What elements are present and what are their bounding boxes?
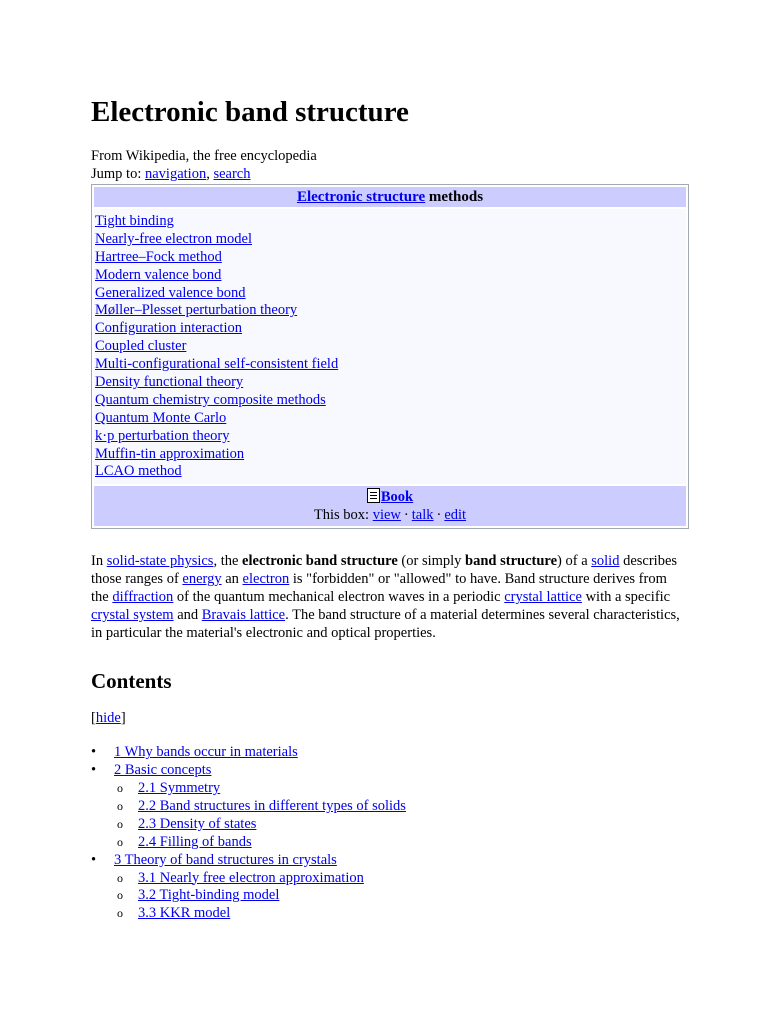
navbox-item — [95, 374, 686, 392]
book-link[interactable]: Book — [380, 489, 414, 506]
toc-item — [91, 798, 768, 816]
this-box-label: This box: — [313, 507, 373, 524]
navbox-item-link[interactable]: k·p perturbation theory — [95, 427, 230, 444]
navbox-item-link[interactable]: Hartree–Fock method — [95, 248, 222, 265]
intro-text: an — [221, 571, 243, 588]
intro-text: is "forbidden" or "allowed" to have. Band structure derives from the — [91, 571, 667, 606]
book-row — [94, 488, 686, 506]
toc-list — [91, 744, 768, 923]
toc-item — [91, 744, 768, 762]
toc-item — [91, 870, 768, 888]
site-subtitle: From Wikipedia, the free encyclopedia — [91, 148, 317, 164]
page-title: Electronic band structure — [91, 96, 409, 128]
navbox-item-link[interactable]: Configuration interaction — [95, 320, 242, 337]
navbox-item — [95, 249, 686, 267]
toc-item — [91, 905, 768, 923]
navbox-item — [95, 410, 686, 428]
bracket: ] — [120, 710, 126, 727]
navbox-title-link[interactable]: Electronic structure — [296, 189, 426, 205]
toc-item — [91, 762, 768, 780]
view-link[interactable]: view — [372, 507, 401, 524]
toc-link[interactable]: 1 Why bands occur in materials — [114, 744, 298, 761]
navbox-item — [95, 356, 686, 374]
link-bravais-lattice[interactable]: Bravais lattice — [201, 607, 286, 624]
navbox-footer — [94, 486, 686, 526]
link-diffraction[interactable]: diffraction — [112, 589, 174, 606]
link-crystal-lattice[interactable]: crystal lattice — [504, 589, 582, 606]
link-electron[interactable]: electron — [242, 571, 290, 588]
toc-link[interactable]: 2.1 Symmetry — [138, 780, 221, 797]
navbox-item — [95, 231, 686, 249]
toc-item — [91, 852, 768, 870]
navbox-item — [95, 213, 686, 231]
navbox-item-link[interactable]: Nearly-free electron model — [95, 230, 252, 247]
bold-term: electronic band structure — [242, 553, 398, 570]
jump-navigation-link[interactable]: navigation — [144, 166, 207, 182]
separator-dot: · — [403, 507, 409, 524]
intro-text: describes those ranges of — [91, 553, 678, 588]
link-solid-state-physics[interactable]: solid-state physics — [106, 553, 214, 570]
jump-prefix: Jump to: — [91, 166, 145, 182]
intro-text: , the — [213, 553, 243, 570]
intro-text: . The band structure of a material determines several characteristics, in particular the material's electronic and optical properties. — [91, 607, 680, 642]
navbox-title — [94, 187, 686, 207]
toc-link[interactable]: 2 Basic concepts — [114, 762, 212, 779]
navbox-item-link[interactable]: Coupled cluster — [95, 338, 187, 355]
navbox-item-link[interactable]: Muffin-tin approximation — [95, 445, 245, 462]
navbox-item — [95, 392, 686, 410]
navbox-item-link[interactable]: Møller–Plesset perturbation theory — [95, 302, 298, 319]
toc-link[interactable]: 3.2 Tight-binding model — [138, 887, 280, 904]
navbox-item-link[interactable]: Quantum Monte Carlo — [95, 409, 227, 426]
hide-toc-link[interactable]: hide — [95, 710, 121, 727]
book-icon[interactable] — [367, 488, 380, 503]
methods-navbox — [91, 184, 689, 529]
intro-text: of the quantum mechanical electron waves in a periodic — [173, 589, 505, 606]
bold-term: band structure — [465, 553, 558, 570]
toc-item — [91, 887, 768, 905]
box-controls — [94, 506, 686, 524]
navbox-item-link[interactable]: Tight binding — [95, 213, 174, 229]
toc-link[interactable]: 3.1 Nearly free electron approximation — [138, 869, 364, 886]
intro-text: and — [173, 607, 202, 624]
toc-item — [91, 816, 768, 834]
navbox-item — [95, 463, 686, 481]
intro-text: (or simply — [397, 553, 466, 570]
contents-heading: Contents — [91, 669, 172, 694]
intro-text: ) of a — [557, 553, 592, 570]
toc-link[interactable]: 3 Theory of band structures in crystals — [114, 851, 337, 868]
navbox-item-link[interactable]: Density functional theory — [95, 374, 244, 391]
navbox-item-link[interactable]: LCAO method — [95, 463, 182, 480]
toc-link[interactable]: 3.3 KKR model — [138, 905, 231, 922]
navbox-item — [95, 338, 686, 356]
jump-comma: , — [206, 166, 214, 182]
intro-text: with a specific — [581, 589, 671, 606]
navbox-list — [94, 209, 686, 484]
toc-link[interactable]: 2.4 Filling of bands — [138, 833, 252, 850]
navbox-item — [95, 267, 686, 285]
intro-paragraph — [91, 552, 681, 642]
jump-links — [91, 165, 768, 183]
intro-text: In — [91, 553, 107, 570]
navbox-item-link[interactable]: Generalized valence bond — [95, 284, 246, 301]
toc-item — [91, 780, 768, 798]
edit-link[interactable]: edit — [444, 507, 467, 524]
talk-link[interactable]: talk — [411, 507, 434, 524]
navbox-item-link[interactable]: Quantum chemistry composite methods — [95, 391, 326, 408]
navbox-item — [95, 302, 686, 320]
toc-link[interactable]: 2.3 Density of states — [138, 815, 257, 832]
navbox-item-link[interactable]: Multi-configurational self-consistent field — [95, 356, 339, 373]
link-solid[interactable]: solid — [591, 553, 620, 570]
separator-dot: · — [436, 507, 442, 524]
toc-link[interactable]: 2.2 Band structures in different types of solids — [138, 798, 406, 815]
toc-item — [91, 834, 768, 852]
bracket: [ — [91, 710, 96, 727]
navbox-item-link[interactable]: Modern valence bond — [95, 266, 222, 283]
toc-toggle — [91, 709, 768, 727]
navbox-item — [95, 285, 686, 303]
jump-search-link[interactable]: search — [213, 166, 251, 182]
navbox-item — [95, 428, 686, 446]
link-crystal-system[interactable]: crystal system — [91, 607, 174, 624]
link-energy[interactable]: energy — [182, 571, 222, 588]
navbox-title-rest: methods — [425, 189, 484, 205]
navbox-item — [95, 446, 686, 464]
navbox-item — [95, 320, 686, 338]
